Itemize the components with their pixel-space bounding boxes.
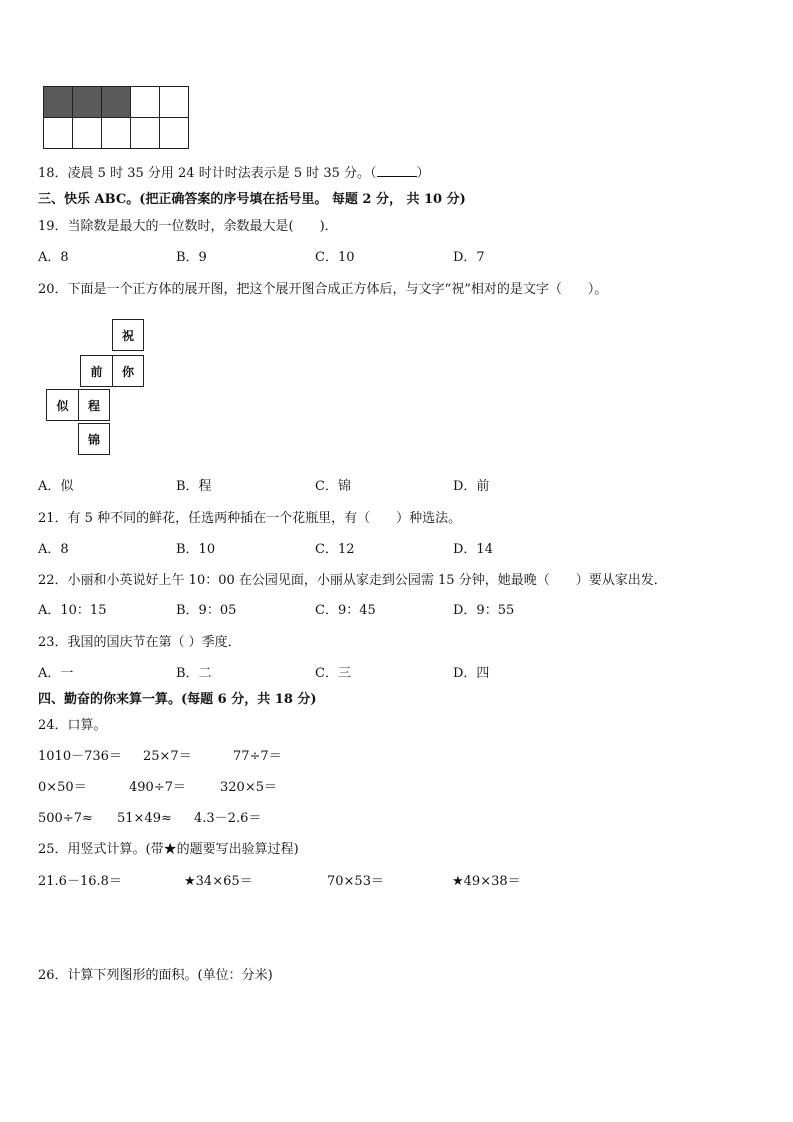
grid-cell bbox=[160, 87, 189, 118]
q21-option-a[interactable]: A．8 bbox=[38, 542, 69, 557]
grid-cell bbox=[131, 87, 160, 118]
question-24: 24．口算。 bbox=[38, 718, 107, 733]
fraction-grid bbox=[43, 86, 189, 149]
answer-blank[interactable] bbox=[377, 164, 417, 177]
q21-option-b[interactable]: B．10 bbox=[176, 542, 216, 557]
question-18-end: ） bbox=[416, 166, 430, 181]
q20-option-b[interactable]: B．程 bbox=[176, 479, 212, 494]
cube-face-ni: 你 bbox=[112, 355, 144, 387]
star-icon: ★ bbox=[184, 874, 196, 889]
question-21: 21．有 5 种不同的鲜花，任选两种插在一个花瓶里，有（ ）种选法。 bbox=[38, 511, 462, 526]
grid-cell bbox=[102, 118, 131, 149]
mental-math-item: 490÷7＝ bbox=[129, 780, 186, 795]
q23-option-b[interactable]: B．二 bbox=[176, 666, 212, 681]
mental-math-item: 320×5＝ bbox=[220, 780, 277, 795]
q21-option-c[interactable]: C．12 bbox=[315, 542, 355, 557]
mental-math-item: 1010－736＝ bbox=[38, 749, 122, 764]
q22-option-a[interactable]: A．10：15 bbox=[38, 603, 107, 618]
mental-math-item: 25×7＝ bbox=[143, 749, 192, 764]
mental-math-item: 4.3－2.6＝ bbox=[194, 811, 262, 826]
q23-option-d[interactable]: D．四 bbox=[453, 666, 490, 681]
question-22: 22．小丽和小英说好上午 10：00 在公园见面，小丽从家走到公园需 15 分钟，她最晚（ ）要从家出发． bbox=[38, 573, 667, 588]
grid-cell bbox=[44, 118, 73, 149]
grid-cell-shaded bbox=[102, 87, 131, 118]
q22-option-d[interactable]: D．9：55 bbox=[453, 603, 515, 618]
section-4-heading: 四、勤奋的你来算一算。(每题 6 分，共 18 分) bbox=[38, 692, 317, 707]
q21-option-d[interactable]: D．14 bbox=[453, 542, 493, 557]
q19-option-b[interactable]: B．9 bbox=[176, 250, 207, 265]
vertical-calc-item-starred bbox=[452, 873, 521, 891]
q23-option-a[interactable]: A．一 bbox=[38, 666, 74, 681]
question-26: 26．计算下列图形的面积。(单位：分米) bbox=[38, 968, 273, 983]
mental-math-item: 500÷7≈ bbox=[38, 811, 93, 826]
question-25: 25．用竖式计算。(带★的题要写出验算过程) bbox=[38, 842, 299, 857]
q22-option-c[interactable]: C．9：45 bbox=[315, 603, 376, 618]
question-23: 23．我国的国庆节在第（ ）季度． bbox=[38, 635, 241, 650]
q20-option-c[interactable]: C．锦 bbox=[315, 479, 351, 494]
grid-cell bbox=[131, 118, 160, 149]
mental-math-item: 0×50＝ bbox=[38, 780, 87, 795]
star-icon: ★ bbox=[452, 874, 464, 889]
cube-face-qian: 前 bbox=[80, 355, 112, 387]
cube-face-zhu: 祝 bbox=[112, 319, 144, 351]
grid-cell-shaded bbox=[44, 87, 73, 118]
question-20: 20．下面是一个正方体的展开图，把这个展开图合成正方体后，与文字“祝”相对的是文字（ ）。 bbox=[38, 282, 608, 297]
grid-cell bbox=[160, 118, 189, 149]
section-3-heading: 三、快乐 ABC。(把正确答案的序号填在括号里。 每题 2 分， 共 10 分) bbox=[38, 192, 466, 207]
mental-math-item: 77÷7＝ bbox=[233, 749, 282, 764]
q19-option-c[interactable]: C．10 bbox=[315, 250, 355, 265]
question-18 bbox=[38, 164, 430, 183]
question-19: 19．当除数是最大的一位数时，余数最大是( )． bbox=[38, 219, 338, 234]
q20-option-d[interactable]: D．前 bbox=[453, 479, 490, 494]
q19-option-a[interactable]: A．8 bbox=[38, 250, 69, 265]
q19-option-d[interactable]: D．7 bbox=[453, 250, 485, 265]
question-18-text: 18．凌晨 5 时 35 分用 24 时计时法表示是 5 时 35 分。（ bbox=[38, 166, 377, 181]
q23-option-c[interactable]: C．三 bbox=[315, 666, 351, 681]
cube-face-jin: 锦 bbox=[78, 423, 110, 455]
vertical-calc-expression: 34×65＝ bbox=[195, 874, 253, 889]
vertical-calc-expression: 49×38＝ bbox=[463, 874, 521, 889]
grid-cell bbox=[73, 118, 102, 149]
vertical-calc-item-starred bbox=[184, 873, 253, 891]
q22-option-b[interactable]: B．9：05 bbox=[176, 603, 237, 618]
cube-face-si: 似 bbox=[46, 389, 78, 421]
cube-face-cheng: 程 bbox=[78, 389, 110, 421]
cube-net-diagram bbox=[46, 319, 150, 455]
mental-math-item: 51×49≈ bbox=[117, 811, 172, 826]
q20-option-a[interactable]: A．似 bbox=[38, 479, 74, 494]
vertical-calc-item: 70×53＝ bbox=[327, 874, 384, 889]
vertical-calc-item: 21.6－16.8＝ bbox=[38, 874, 122, 889]
grid-cell-shaded bbox=[73, 87, 102, 118]
